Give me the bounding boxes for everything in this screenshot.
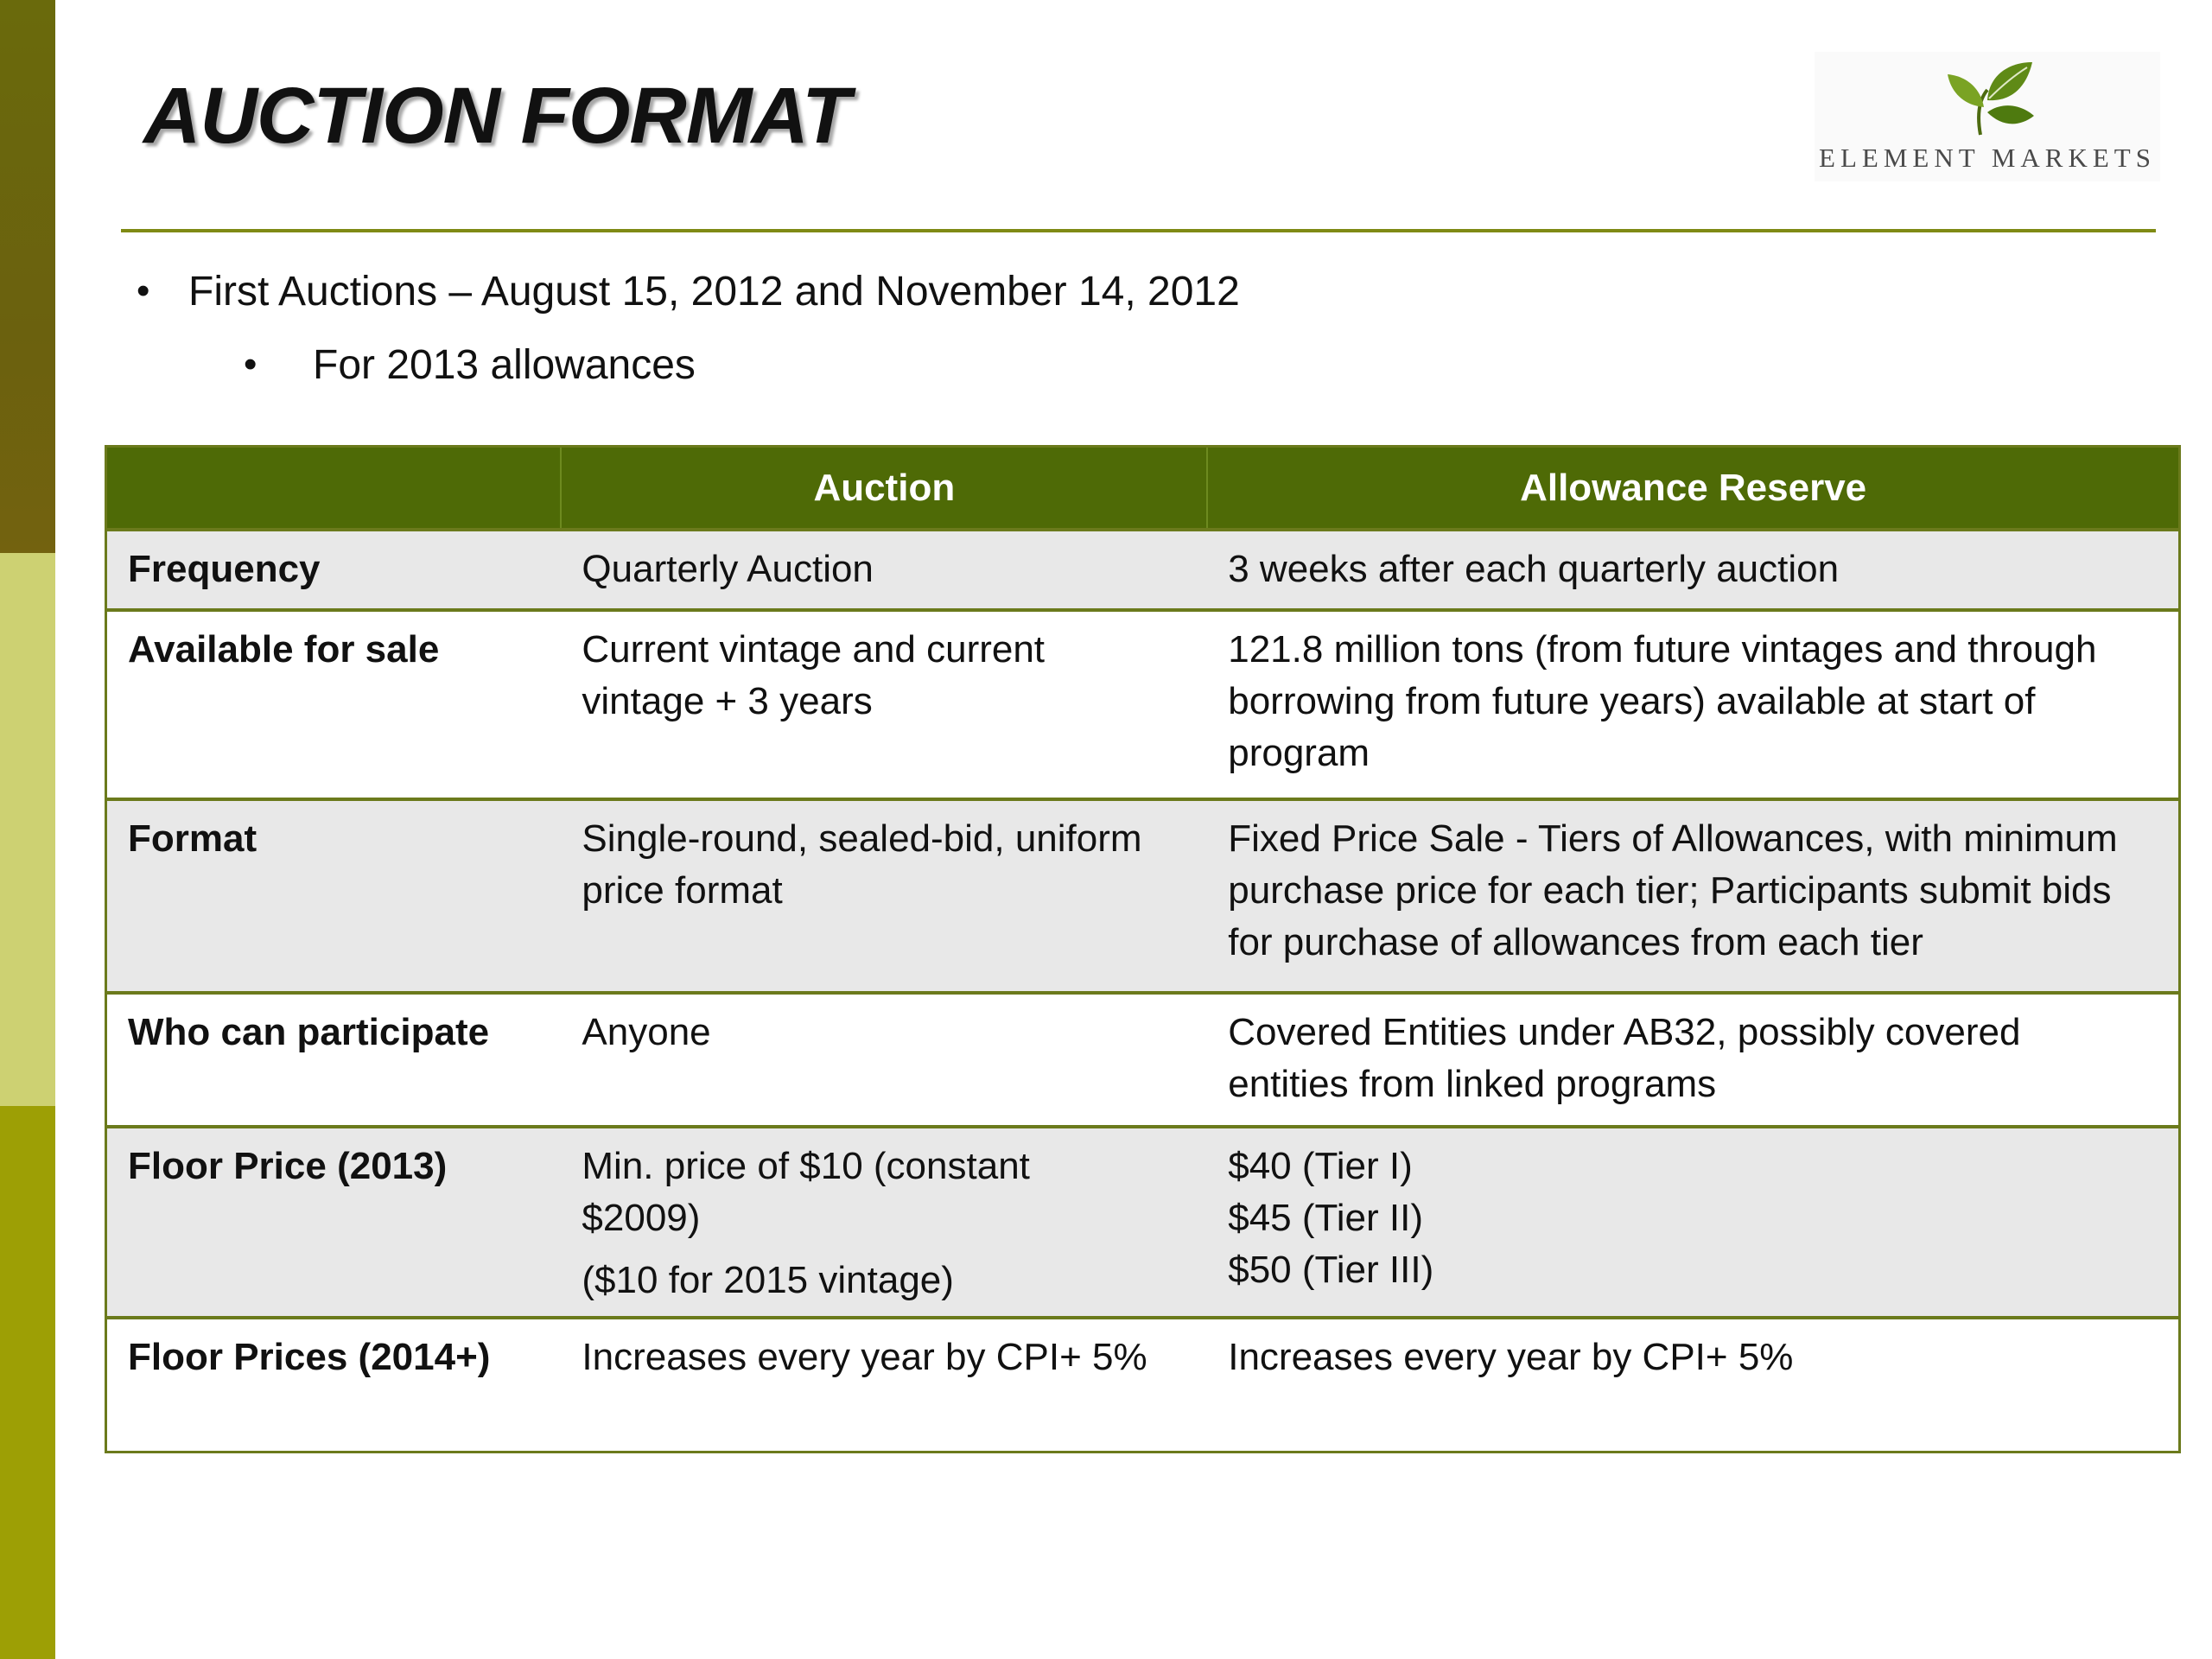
title-divider xyxy=(121,229,2156,232)
cell-line: 3 weeks after each quarterly auction xyxy=(1228,548,1840,590)
cell-line: Covered Entities under AB32, possibly covered xyxy=(1228,1011,2021,1053)
row-frequency xyxy=(106,530,2180,610)
cell-line: Anyone xyxy=(582,1011,711,1053)
cell-line: $50 (Tier III) xyxy=(1228,1249,1434,1291)
row-label: Available for sale xyxy=(106,610,562,799)
reserve-cell xyxy=(1207,530,2179,610)
bullet-2013-allowances xyxy=(244,341,696,389)
cell-line: Single-round, sealed-bid, uniform xyxy=(582,817,1142,860)
row-available-for-sale xyxy=(106,610,2180,799)
bullet-first-auctions xyxy=(137,268,1240,315)
row-label: Floor Price (2013) xyxy=(106,1127,562,1318)
cell-line: for purchase of allowances from each tier xyxy=(1228,921,1923,963)
header-auction: Auction xyxy=(561,447,1207,531)
bullet-marker: • xyxy=(137,270,150,312)
cell-line: program xyxy=(1228,732,1370,774)
cell-line: Increases every year by CPI+ 5% xyxy=(582,1336,1147,1378)
cell-line: $40 (Tier I) xyxy=(1228,1145,1413,1187)
auction-cell xyxy=(561,993,1207,1127)
row-label: Frequency xyxy=(106,530,562,610)
bullet-marker: • xyxy=(244,343,257,385)
reserve-cell xyxy=(1207,1127,2179,1318)
cell-line: borrowing from future years) available at start of xyxy=(1228,680,2036,722)
reserve-cell xyxy=(1207,1318,2179,1452)
row-format xyxy=(106,799,2180,993)
logo-wordmark: ELEMENT MARKETS xyxy=(1819,143,2156,173)
cell-line: Min. price of $10 (constant xyxy=(582,1145,1030,1187)
auction-cell xyxy=(561,1318,1207,1452)
auction-cell xyxy=(561,799,1207,993)
cell-line: Current vintage and current xyxy=(582,628,1046,671)
row-who-can-participate xyxy=(106,993,2180,1127)
cell-line: $45 (Tier II) xyxy=(1228,1197,1423,1239)
cell-line: entities from linked programs xyxy=(1228,1063,1717,1105)
cell-spacer xyxy=(582,1244,1186,1255)
header-allowance-reserve: Allowance Reserve xyxy=(1207,447,2179,531)
row-label: Who can participate xyxy=(106,993,562,1127)
side-stripe-bottom xyxy=(0,1106,55,1659)
side-stripe-middle xyxy=(0,553,55,1106)
auction-cell xyxy=(561,610,1207,799)
cell-line: Quarterly Auction xyxy=(582,548,874,590)
cell-line: ($10 for 2015 vintage) xyxy=(582,1259,954,1301)
cell-line: vintage + 3 years xyxy=(582,680,873,722)
table-header-row xyxy=(106,447,2180,531)
element-markets-logo xyxy=(1815,52,2160,181)
side-stripe-top xyxy=(0,0,55,553)
cell-line: Fixed Price Sale - Tiers of Allowances, with minimum xyxy=(1228,817,2118,860)
auction-cell xyxy=(561,530,1207,610)
reserve-cell xyxy=(1207,799,2179,993)
reserve-cell xyxy=(1207,610,2179,799)
row-label: Floor Prices (2014+) xyxy=(106,1318,562,1452)
bullet-text: First Auctions – August 15, 2012 and November 14, 2012 xyxy=(188,269,1240,315)
row-label: Format xyxy=(106,799,562,993)
bullet-text: For 2013 allowances xyxy=(313,342,696,388)
auction-cell xyxy=(561,1127,1207,1318)
leaf-icon xyxy=(1927,55,2048,142)
reserve-cell xyxy=(1207,993,2179,1127)
cell-line: purchase price for each tier; Participants submit bids xyxy=(1228,869,2112,912)
cell-line: price format xyxy=(582,869,783,912)
row-floor-prices-2014 xyxy=(106,1318,2180,1452)
auction-format-table xyxy=(105,445,2181,1453)
row-floor-price-2013 xyxy=(106,1127,2180,1318)
slide-title: AUCTION FORMAT xyxy=(143,72,850,160)
cell-line: 121.8 million tons (from future vintages and through xyxy=(1228,628,2097,671)
cell-line: Increases every year by CPI+ 5% xyxy=(1228,1336,1794,1378)
header-blank xyxy=(106,447,562,531)
cell-line: $2009) xyxy=(582,1197,701,1239)
